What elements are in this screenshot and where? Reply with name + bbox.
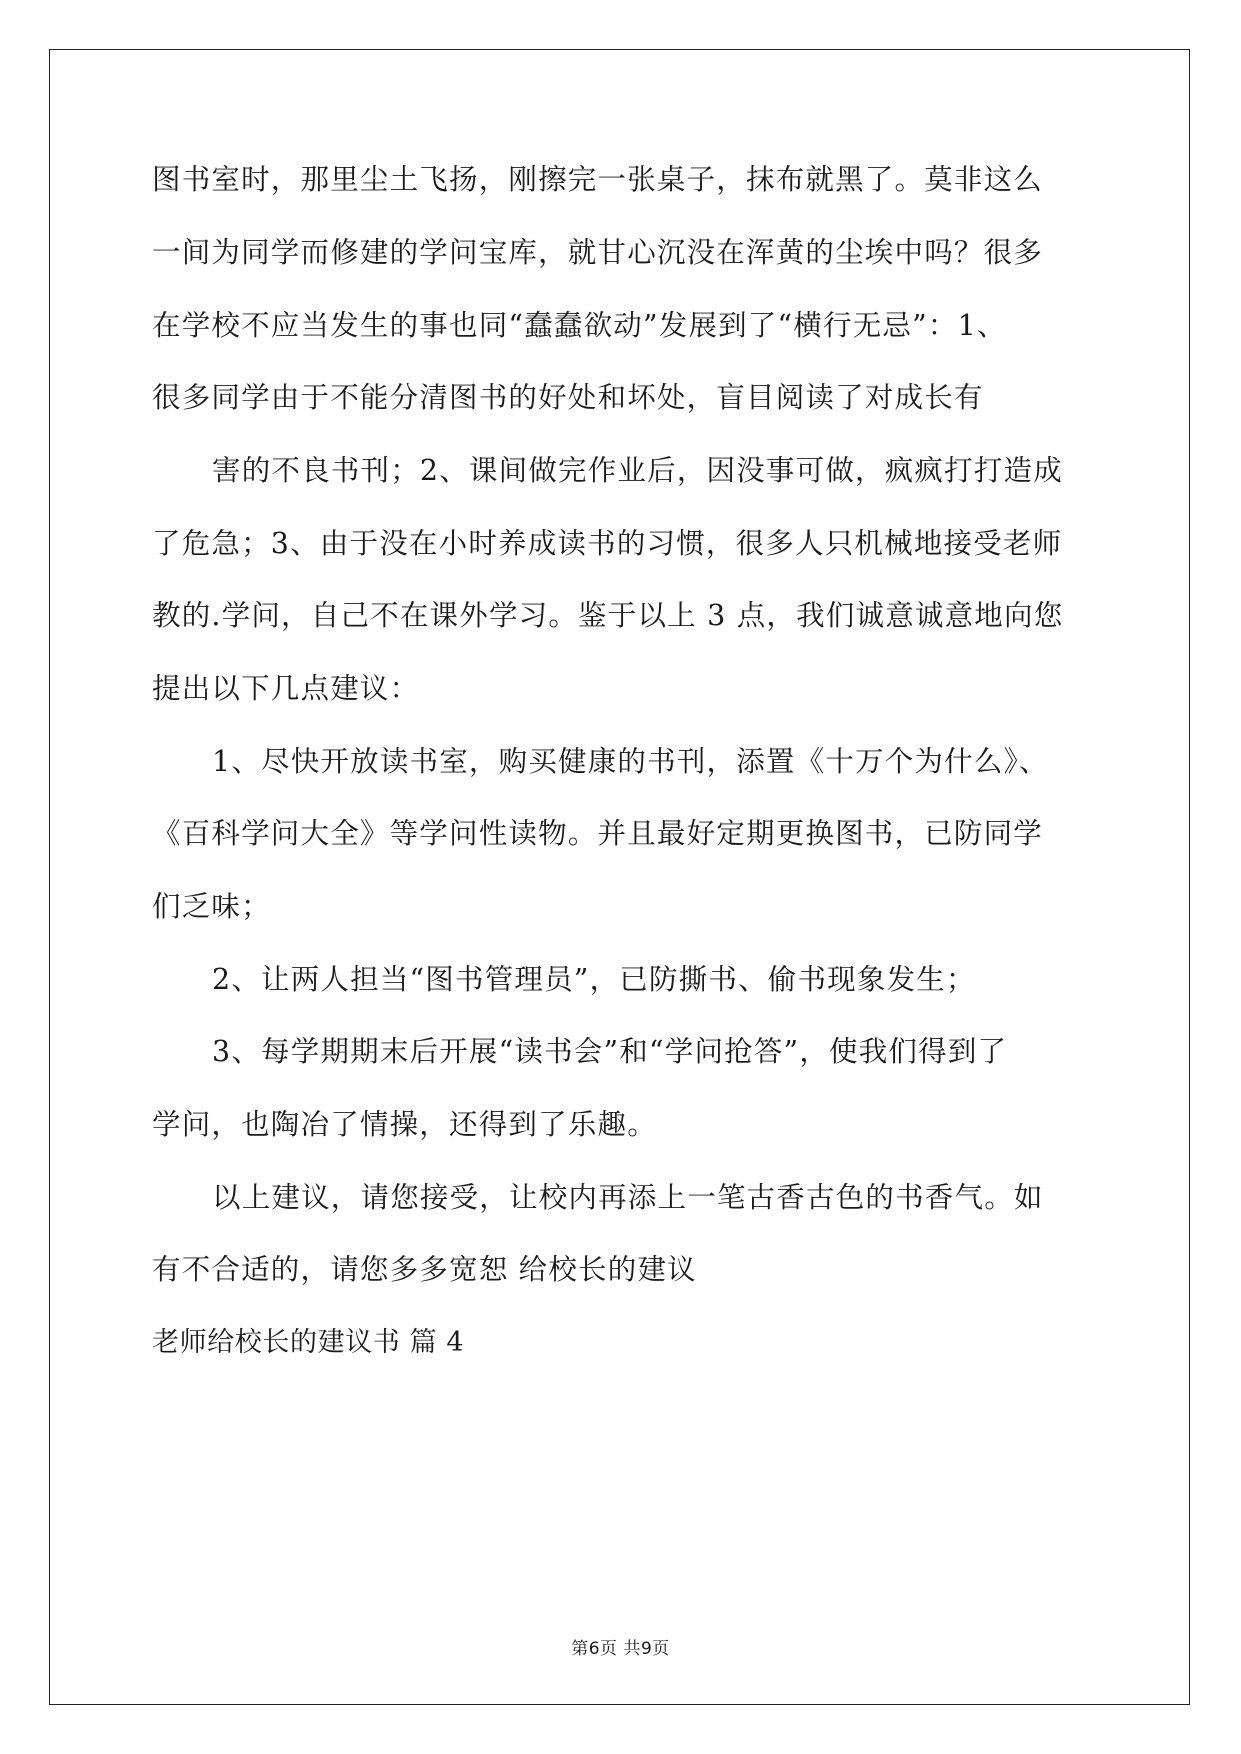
text-line: 图书室时，那里尘土飞扬，刚擦完一张桌子，抹布就黑了。莫非这么 — [152, 163, 1044, 196]
text-line: 《百科学问大全》等学问性读物。并且最好定期更换图书，已防同学 — [152, 817, 1044, 850]
text-line: 提出以下几点建议： — [152, 672, 420, 705]
list-item-1: 1、尽快开放读书室，购买健康的书刊，添置《十万个为什么》、 — [212, 745, 1049, 778]
current-page-number: 6 — [588, 1639, 601, 1659]
closing-paragraph: 以上建议，请您接受，让校内再添上一笔古香古色的书香气。如 — [212, 1181, 1044, 1214]
text-line: 一间为同学而修建的学问宝库，就甘心沉没在浑黄的尘埃中吗？很多 — [152, 236, 1044, 269]
text-line: 在学校不应当发生的事也同“蠢蠢欲动”发展到了“横行无忌”：1、 — [152, 309, 1007, 342]
list-item-2: 2、让两人担当“图书管理员”，已防撕书、偷书现象发生； — [212, 963, 976, 996]
footer-suffix: 页 — [652, 1639, 670, 1659]
page-border — [49, 49, 1190, 1705]
footer-prefix: 第 — [571, 1639, 589, 1659]
text-line: 们乏味； — [152, 890, 271, 923]
text-line: 教的.学问，自己不在课外学习。鉴于以上 3 点，我们诚意诚意地向您 — [152, 599, 1064, 632]
footer-middle: 页 共 — [600, 1639, 641, 1659]
page-footer — [0, 1637, 1241, 1661]
list-item-3: 3、每学期期末后开展“读书会”和“学问抢答”，使我们得到了 — [212, 1035, 1008, 1068]
text-line: 有不合适的，请您多多宽恕 给校长的建议 — [152, 1253, 697, 1286]
text-line: 学问，也陶冶了情操，还得到了乐趣。 — [152, 1108, 657, 1141]
text-line: 很多同学由于不能分清图书的好处和坏处，盲目阅读了对成长有 — [152, 381, 984, 414]
section-heading: 老师给校长的建议书 篇 4 — [152, 1327, 465, 1358]
text-line: 了危急；3、由于没在小时养成读书的习惯，很多人只机械地接受老师 — [152, 527, 1063, 560]
text-line: 害的不良书刊；2、课间做完作业后，因没事可做，疯疯打打造成 — [212, 454, 1063, 487]
total-pages-number: 9 — [640, 1639, 653, 1659]
